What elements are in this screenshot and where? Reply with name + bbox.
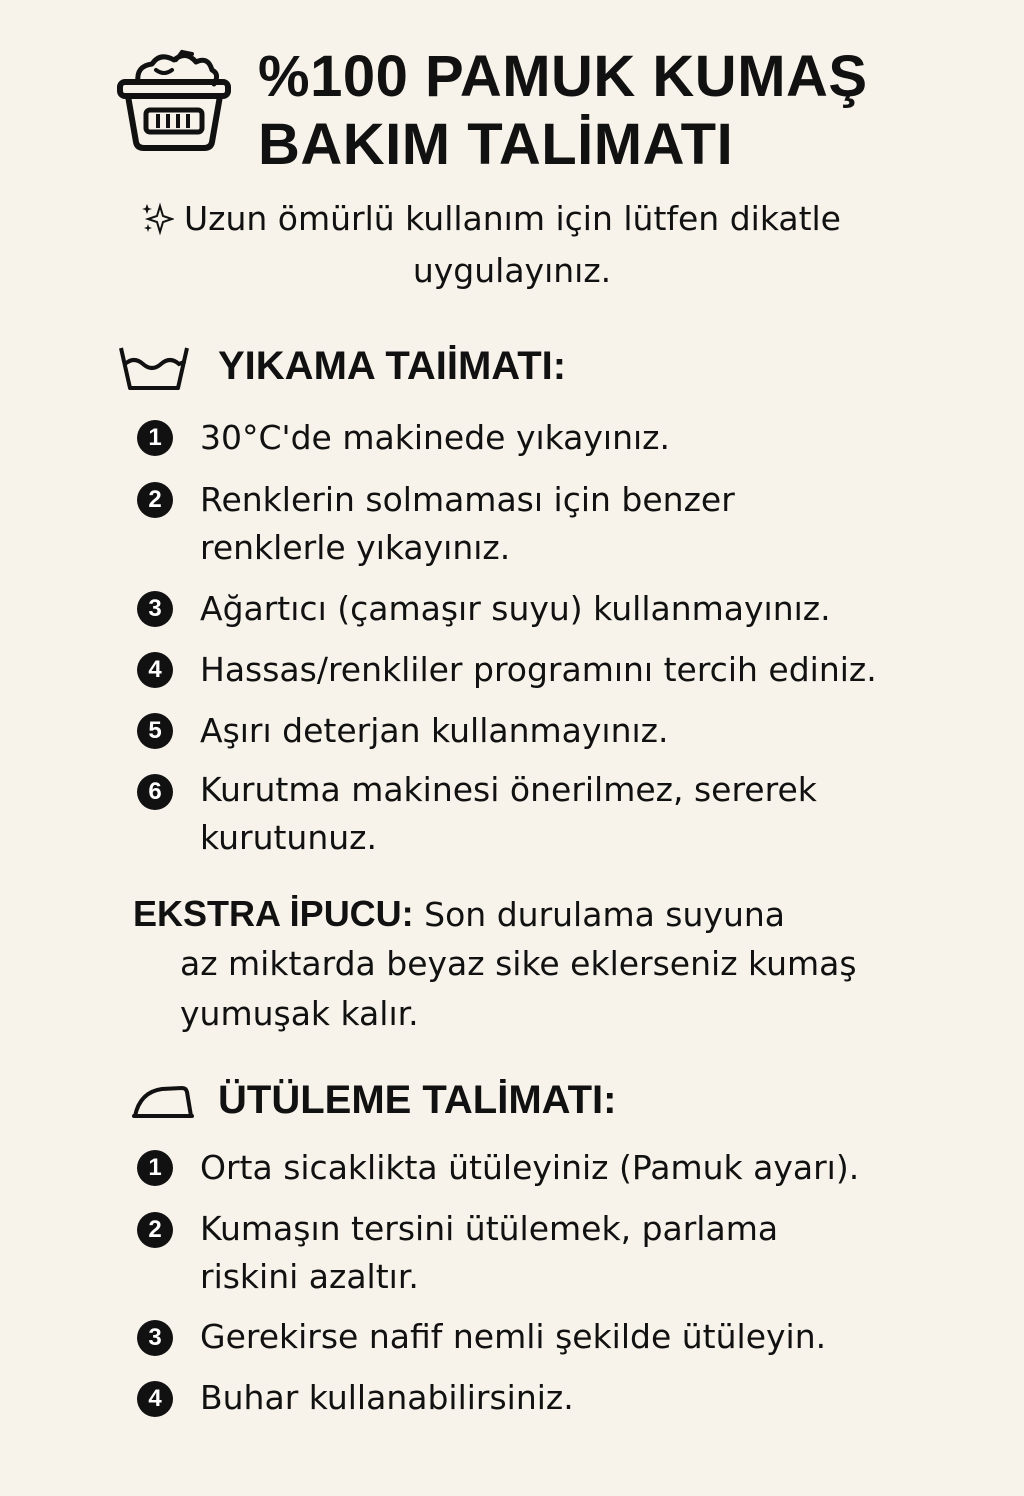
ironing-heading: ÜTÜLEME TALİMATI:: [218, 1078, 617, 1122]
wash-item-4-text: Hassas/renkliler programını tercih ediniz.: [200, 650, 877, 689]
washing-heading: YIKAMA TAIİMATI:: [218, 344, 567, 388]
laundry-basket-icon: [116, 44, 232, 152]
wash-item-number: 2: [137, 482, 173, 518]
iron-item-number: 3: [137, 1320, 173, 1356]
iron-item-1-text: Orta sicaklikta ütüleyiniz (Pamuk ayarı).: [200, 1148, 860, 1187]
wash-item-5-text: Aşırı deterjan kullanmayınız.: [200, 711, 669, 750]
extra-tip-line-3: yumuşak kalır.: [180, 994, 419, 1033]
page-title-line-2: BAKIM TALİMATI: [258, 112, 734, 177]
extra-tip-text: Son durulama suyuna: [424, 895, 785, 934]
wash-item-number: 4: [137, 652, 173, 688]
iron-item-number: 2: [137, 1212, 173, 1248]
wash-item-2-text-line-1: Renklerin solmaması için benzer: [200, 480, 735, 519]
wash-item-6-text-line-2: kurutunuz.: [200, 818, 377, 857]
iron-item-3-text: Gerekirse nafif nemli şekilde ütüleyin.: [200, 1317, 827, 1356]
sparkles-icon: [140, 202, 174, 236]
iron-item-4-text: Buhar kullanabilirsiniz.: [200, 1378, 574, 1417]
wash-item-1-text: 30°C'de makinede yıkayınız.: [200, 418, 670, 457]
extra-tip-line-1: [133, 890, 785, 939]
wash-item-6-text-line-1: Kurutma makinesi önerilmez, sererek: [200, 770, 817, 809]
page-title-line-1: %100 PAMUK KUMAŞ: [258, 44, 868, 109]
subtitle-line-1: Uzun ömürlü kullanım için lütfen dikatle: [184, 199, 841, 238]
wash-item-number: 6: [137, 774, 173, 810]
subtitle-line-2: uygulayınız.: [412, 251, 612, 290]
wash-basin-icon: [118, 344, 190, 392]
iron-icon: [132, 1084, 194, 1120]
iron-item-2-text-line-1: Kumaşın tersini ütülemek, parlama: [200, 1209, 779, 1248]
extra-tip-label: EKSTRA İPUCU:: [133, 893, 414, 934]
wash-item-number: 3: [137, 591, 173, 627]
wash-item-2-text-line-2: renklerle yıkayınız.: [200, 528, 511, 567]
iron-item-number: 4: [137, 1381, 173, 1417]
iron-item-number: 1: [137, 1150, 173, 1186]
iron-item-2-text-line-2: riskini azaltır.: [200, 1257, 419, 1296]
extra-tip-line-2: az miktarda beyaz sike eklerseniz kumaş: [180, 944, 857, 983]
wash-item-number: 1: [137, 420, 173, 456]
wash-item-3-text: Ağartıcı (çamaşır suyu) kullanmayınız.: [200, 589, 831, 628]
wash-item-number: 5: [137, 713, 173, 749]
